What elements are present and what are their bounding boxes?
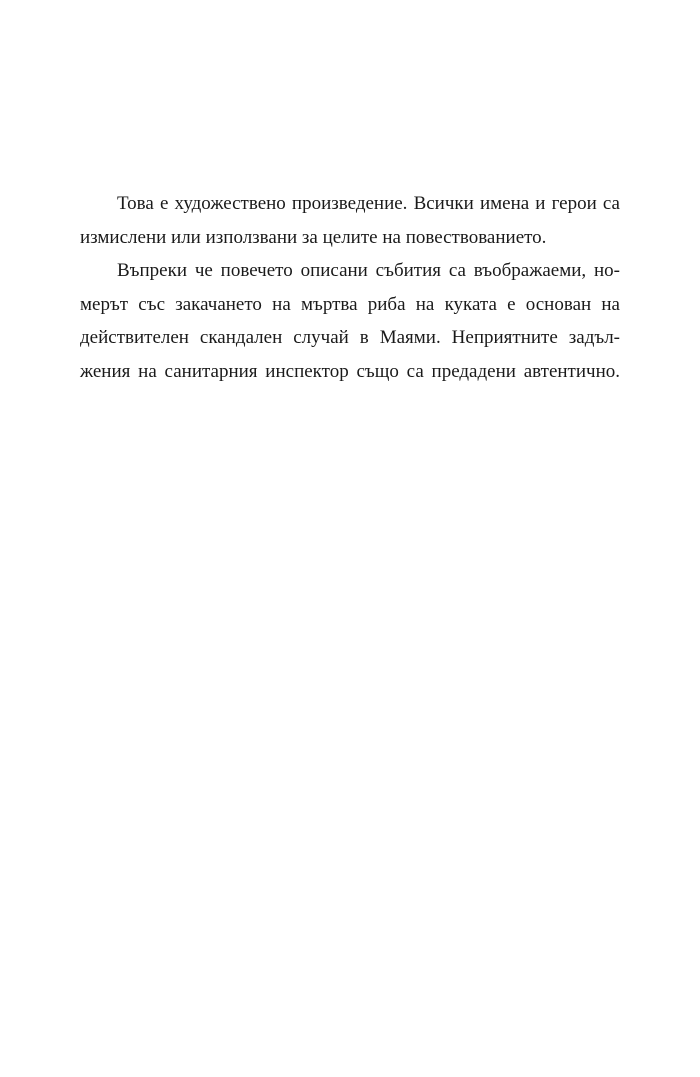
text-line: измислени или използвани за целите на повествованието. (80, 226, 547, 248)
text-line: жения на санитарния инспектор също са предадени автентично. (80, 360, 620, 382)
text-line: действителен скандален случай в Маями. Неприятните задъл- (80, 327, 620, 348)
text-line: мерът със закачането на мъртва риба на куката е основан на (80, 293, 620, 315)
text-line: Това е художествено произведение. Всички имена и герои са (117, 193, 620, 214)
text-line: Въпреки че повечето описани събития са въображаеми, но- (117, 260, 620, 281)
disclaimer-text (80, 187, 620, 388)
paragraph-real-case-notice (80, 254, 620, 388)
paragraph-fiction-notice (80, 187, 620, 254)
